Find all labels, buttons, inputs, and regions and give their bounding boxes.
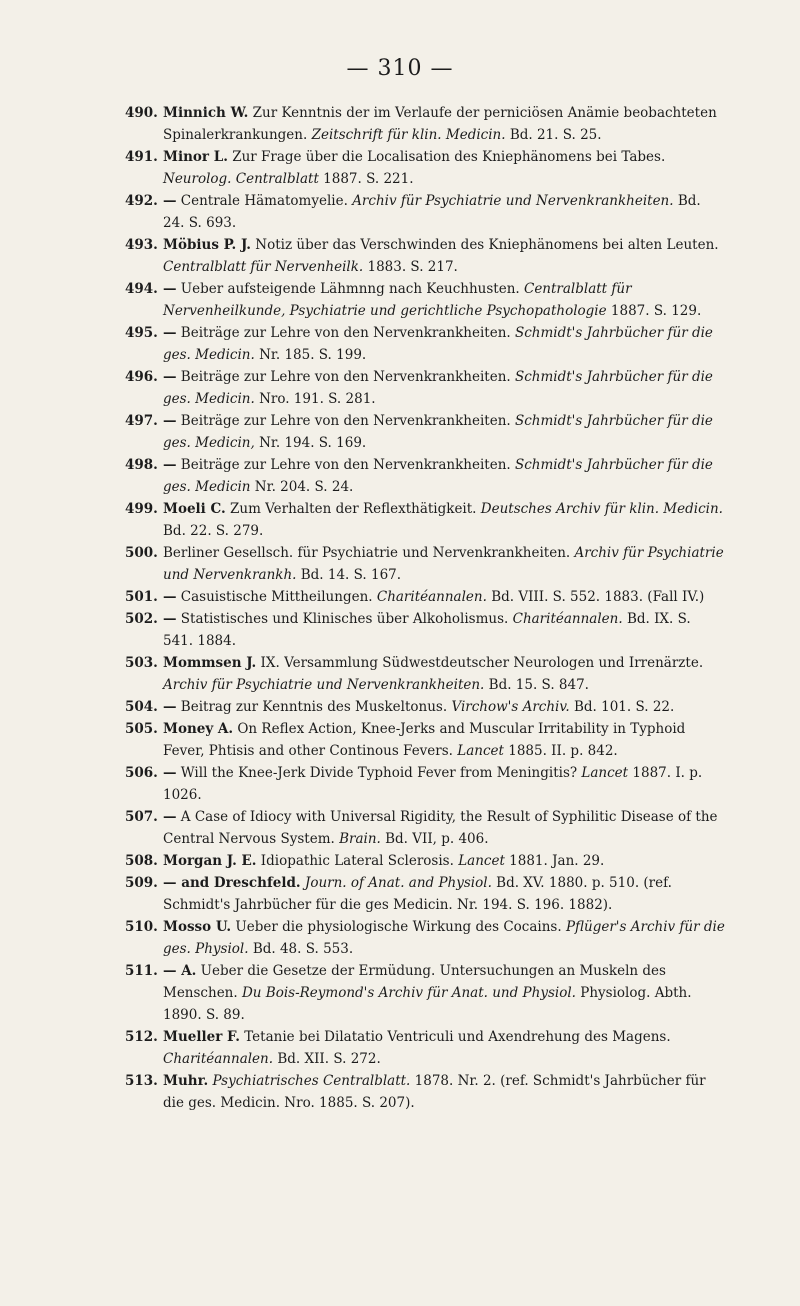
reference-entry [125, 234, 725, 278]
entry-number: 505. [125, 721, 158, 737]
entry-journal: Schmidt's Jahrbücher für die ges. Medicin [163, 457, 713, 495]
entry-author: — [163, 589, 177, 605]
entry-details: 1887. S. 221. [318, 171, 414, 187]
entry-number: 508. [125, 853, 158, 869]
entry-author: Mueller F. [163, 1029, 240, 1045]
entry-journal: Journ. of Anat. and Physiol. [304, 875, 492, 891]
entry-journal: Deutsches Archiv für klin. Medicin. [480, 501, 723, 517]
entry-details: Bd. 48. S. 553. [248, 941, 354, 957]
reference-entry [125, 542, 725, 586]
entry-title: Zur Frage über die Localisation des Kniephänomens bei Tabes. [227, 149, 666, 165]
entry-journal: Schmidt's Jahrbücher für die ges. Medicin, [163, 413, 713, 451]
entry-details: Bd. 15. S. 847. [484, 677, 589, 693]
reference-entry [125, 806, 725, 850]
entry-number: 513. [125, 1073, 158, 1089]
entry-title: Tetanie bei Dilatatio Ventriculi und Axendrehung des Magens. [239, 1029, 671, 1045]
entry-details: Bd. XII. S. 272. [273, 1051, 381, 1067]
entry-number: 500. [125, 545, 158, 561]
reference-entry [125, 1026, 725, 1070]
entry-title: On Reflex Action, Knee-Jerks and Muscular Irritability in Typhoid Fever, Phtisis and other Continous Fevers. [163, 721, 686, 759]
entry-number: 493. [125, 237, 158, 253]
reference-entry [125, 872, 725, 916]
reference-entry [125, 718, 725, 762]
entry-number: 492. [125, 193, 158, 209]
entry-journal: Pflüger's Archiv für die ges. Physiol. [163, 919, 725, 957]
reference-entry [125, 586, 725, 608]
entry-journal: Centralblatt für Nervenheilk. [163, 259, 364, 275]
entry-number: 502. [125, 611, 158, 627]
entry-journal: Du Bois-Reymond's Archiv für Anat. und Physiol. [241, 985, 576, 1001]
entry-number: 490. [125, 105, 158, 121]
entry-journal: Schmidt's Jahrbücher für die ges. Medicin. [163, 325, 713, 363]
reference-entry [125, 762, 725, 806]
reference-entry [125, 190, 725, 234]
entry-author: — [163, 765, 177, 781]
entry-journal: Charitéannalen. [512, 611, 623, 627]
entry-number: 510. [125, 919, 158, 935]
entry-title: Beiträge zur Lehre von den Nervenkrankheiten. [176, 325, 515, 341]
reference-entry [125, 322, 725, 366]
reference-entry [125, 696, 725, 718]
entry-title: Idiopathic Lateral Sclerosis. [256, 853, 459, 869]
entry-journal: Lancet [457, 743, 504, 759]
entry-journal: Virchow's Archiv. [451, 699, 570, 715]
entry-details: Bd. 22. S. 279. [163, 523, 264, 539]
entry-number: 503. [125, 655, 158, 671]
entry-title: Ueber die physiologische Wirkung des Cocains. [231, 919, 566, 935]
entry-number: 494. [125, 281, 158, 297]
entry-journal: Brain. [339, 831, 381, 847]
entry-details: Physiolog. Abth. 1890. S. 89. [163, 985, 692, 1023]
entry-title: Beitrag zur Kenntnis des Muskeltonus. [176, 699, 452, 715]
reference-entry [125, 850, 725, 872]
entry-details: Nro. 191. S. 281. [254, 391, 376, 407]
entry-title: Centrale Hämatomyelie. [176, 193, 353, 209]
entry-author: Money A. [163, 721, 234, 737]
entry-number: 491. [125, 149, 158, 165]
entry-details: 1881. Jan. 29. [504, 853, 605, 869]
reference-entry [125, 102, 725, 146]
entry-author: — [163, 413, 177, 429]
entry-author: — [163, 369, 177, 385]
entry-title: A Case of Idiocy with Universal Rigidity, the Result of Syphilitic Disease of the Central Nervous System. [163, 809, 718, 847]
reference-entry [125, 498, 725, 542]
entry-author: Muhr. [163, 1073, 209, 1089]
entry-journal: Lancet [581, 765, 629, 781]
page-number: — 310 — [346, 56, 454, 81]
entry-details: 1885. II. p. 842. [503, 743, 618, 759]
reference-entry [125, 1070, 725, 1114]
entry-number: 495. [125, 325, 158, 341]
entry-number: 509. [125, 875, 158, 891]
entry-details: Bd. 24. S. 693. [163, 193, 701, 231]
entry-author: — and Dreschfeld. [163, 875, 301, 891]
entry-number: 512. [125, 1029, 158, 1045]
reference-entry [125, 454, 725, 498]
entry-title: Ueber die Gesetze der Ermüdung. Untersuchungen an Muskeln des Menschen. [163, 963, 666, 1001]
entry-number: 501. [125, 589, 158, 605]
entry-journal: Lancet [458, 853, 505, 869]
entry-author: — [163, 193, 177, 209]
reference-entry [125, 608, 725, 652]
entry-title: Casuistische Mittheilungen. [176, 589, 377, 605]
entry-author: Minor L. [163, 149, 228, 165]
entry-details: 1887. S. 129. [606, 303, 702, 319]
entry-details: Bd. XV. 1880. p. 510. (ref. Schmidt's Jahrbücher für die ges Medicin. Nr. 194. S. 196. 1882). [163, 875, 672, 913]
reference-list [125, 102, 725, 1114]
entry-details: Bd. VII, p. 406. [380, 831, 489, 847]
entry-details: Nr. 204. S. 24. [250, 479, 354, 495]
entry-journal: Charitéannalen. [376, 589, 487, 605]
entry-number: 504. [125, 699, 158, 715]
entry-title: Beiträge zur Lehre von den Nervenkrankheiten. [176, 457, 515, 473]
reference-entry [125, 366, 725, 410]
entry-author: — A. [163, 963, 197, 979]
entry-title: Beiträge zur Lehre von den Nervenkrankheiten. [176, 413, 515, 429]
entry-author: — [163, 281, 177, 297]
entry-number: 507. [125, 809, 158, 825]
entry-title: Zur Kenntnis der im Verlaufe der perniciösen Anämie beobachteten Spinalerkrankungen. [163, 105, 717, 143]
entry-journal: Archiv für Psychiatrie und Nervenkrankh. [163, 545, 724, 583]
entry-details: 1887. I. p. 1026. [163, 765, 703, 803]
entry-journal: Zeitschrift für klin. Medicin. [311, 127, 506, 143]
entry-title: Zum Verhalten der Reflexthätigkeit. [225, 501, 481, 517]
entry-number: 498. [125, 457, 158, 473]
entry-journal: Psychiatrisches Centralblatt. [212, 1073, 411, 1089]
entry-author: Mommsen J. [163, 655, 257, 671]
entry-title: Will the Knee-Jerk Divide Typhoid Fever from Meningitis? [176, 765, 582, 781]
entry-journal: Centralblatt für Nervenheilkunde, Psychiatrie und gerichtliche Psychopathologie [163, 281, 632, 319]
entry-title: IX. Versammlung Südwestdeutscher Neurologen und Irrenärzte. [256, 655, 704, 671]
entry-number: 499. [125, 501, 158, 517]
entry-author: Minnich W. [163, 105, 249, 121]
entry-title: Beiträge zur Lehre von den Nervenkrankheiten. [176, 369, 515, 385]
reference-entry [125, 960, 725, 1026]
entry-details: Bd. 14. S. 167. [296, 567, 402, 583]
entry-details: Bd. IX. S. 541. 1884. [163, 611, 691, 649]
entry-journal: Schmidt's Jahrbücher für die ges. Medicin. [163, 369, 713, 407]
entry-journal: Archiv für Psychiatrie und Nervenkrankheiten. [352, 193, 674, 209]
reference-entry [125, 278, 725, 322]
entry-author: Möbius P. J. [163, 237, 251, 253]
entry-author: — [163, 457, 177, 473]
entry-author: Moeli C. [163, 501, 226, 517]
entry-details: Bd. 21. S. 25. [505, 127, 602, 143]
entry-author: Mosso U. [163, 919, 232, 935]
entry-author: — [163, 699, 177, 715]
entry-author: — [163, 809, 177, 825]
entry-details: Nr. 185. S. 199. [254, 347, 367, 363]
entry-title: Statistisches und Klinisches über Alkoholismus. [176, 611, 513, 627]
reference-entry [125, 410, 725, 454]
entry-number: 506. [125, 765, 158, 781]
entry-details: 1883. S. 217. [363, 259, 458, 275]
entry-journal: Charitéannalen. [163, 1051, 274, 1067]
entry-title: Ueber aufsteigende Lähmnng nach Keuchhusten. [176, 281, 524, 297]
entry-journal: Archiv für Psychiatrie und Nervenkrankheiten. [163, 677, 485, 693]
entry-number: 497. [125, 413, 158, 429]
entry-number: 496. [125, 369, 158, 385]
entry-author: — [163, 325, 177, 341]
reference-entry [125, 652, 725, 696]
entry-details: Bd. VIII. S. 552. 1883. (Fall IV.) [486, 589, 705, 605]
reference-entry [125, 916, 725, 960]
entry-details: Bd. 101. S. 22. [569, 699, 675, 715]
entry-author: — [163, 611, 177, 627]
entry-number: 511. [125, 963, 158, 979]
entry-author: Morgan J. E. [163, 853, 257, 869]
entry-journal: Neurolog. Centralblatt [163, 171, 319, 187]
reference-entry [125, 146, 725, 190]
entry-details: Nr. 194. S. 169. [254, 435, 367, 451]
entry-title: Berliner Gesellsch. für Psychiatrie und Nervenkrankheiten. [163, 545, 575, 561]
entry-title: Notiz über das Verschwinden des Kniephänomens bei alten Leuten. [251, 237, 719, 253]
entry-details: 1878. Nr. 2. (ref. Schmidt's Jahrbücher für die ges. Medicin. Nro. 1885. S. 207). [163, 1073, 706, 1111]
